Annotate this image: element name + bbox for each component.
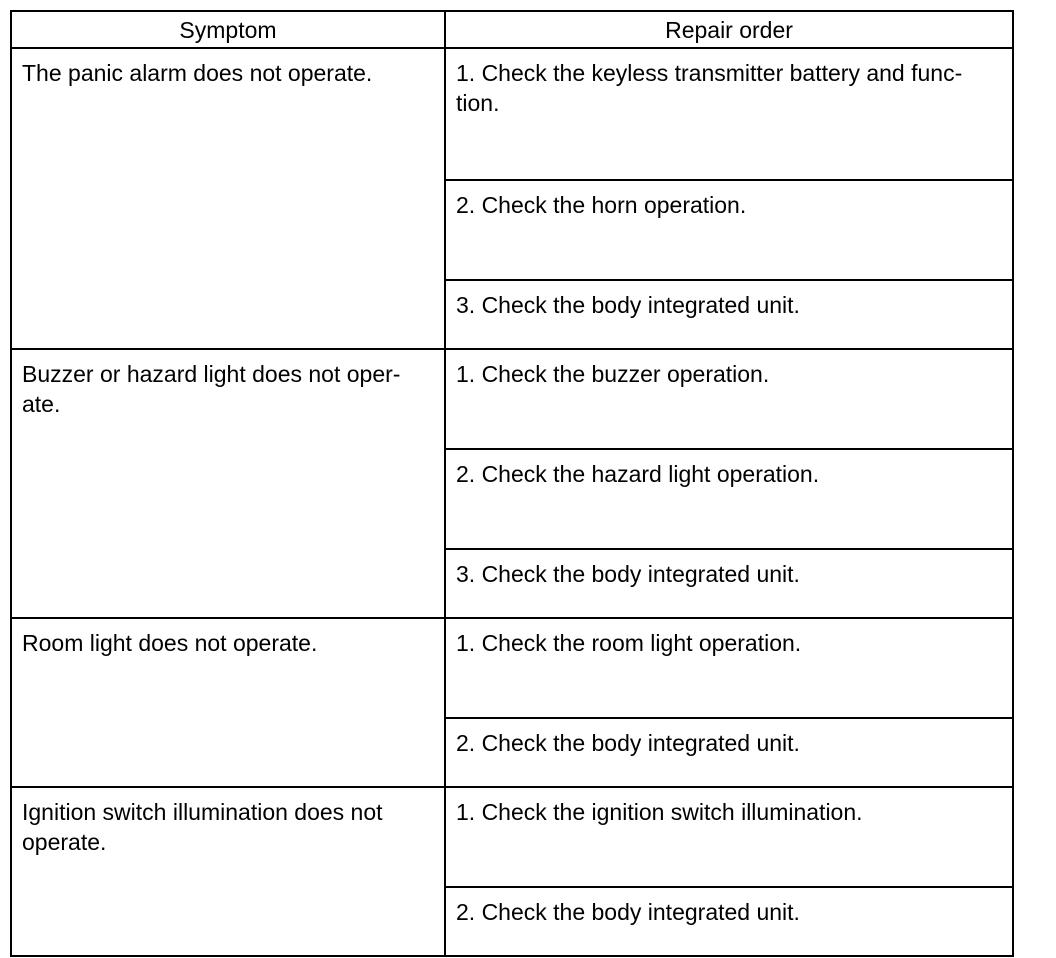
repair-step-cell: 3. Check the body integrated unit. (445, 280, 1013, 349)
symptom-header: Symptom (11, 11, 445, 48)
table-row (11, 618, 1013, 718)
repair-step-text: 1. Check the keyless transmitter battery and func- tion. (456, 60, 963, 116)
symptom-text: Buzzer or hazard light does not oper- ate. (22, 361, 401, 417)
header-row (11, 11, 1013, 48)
symptom-text: Ignition switch illumination does not operate. (22, 799, 383, 855)
symptom-cell (11, 787, 445, 956)
repair-step-cell: 2. Check the body integrated unit. (445, 887, 1013, 956)
repair-step-cell: 2. Check the horn operation. (445, 180, 1013, 280)
symptom-cell (11, 349, 445, 618)
repair-step-cell: 2. Check the body integrated unit. (445, 718, 1013, 787)
repair-step-cell: 3. Check the body integrated unit. (445, 549, 1013, 618)
table-row (11, 349, 1013, 449)
repair-order-table (10, 10, 1014, 957)
table-row (11, 787, 1013, 887)
symptom-cell (11, 48, 445, 349)
repair-step-cell: 2. Check the hazard light operation. (445, 449, 1013, 549)
symptom-text: The panic alarm does not operate. (22, 60, 373, 86)
repair-step-cell: 1. Check the room light operation. (445, 618, 1013, 718)
symptom-cell: Room light does not operate. (11, 618, 445, 787)
repair-order-header: Repair order (445, 11, 1013, 48)
repair-step-cell (445, 48, 1013, 180)
repair-step-cell: 1. Check the ignition switch illumination. (445, 787, 1013, 887)
table-row (11, 48, 1013, 180)
repair-step-cell: 1. Check the buzzer operation. (445, 349, 1013, 449)
